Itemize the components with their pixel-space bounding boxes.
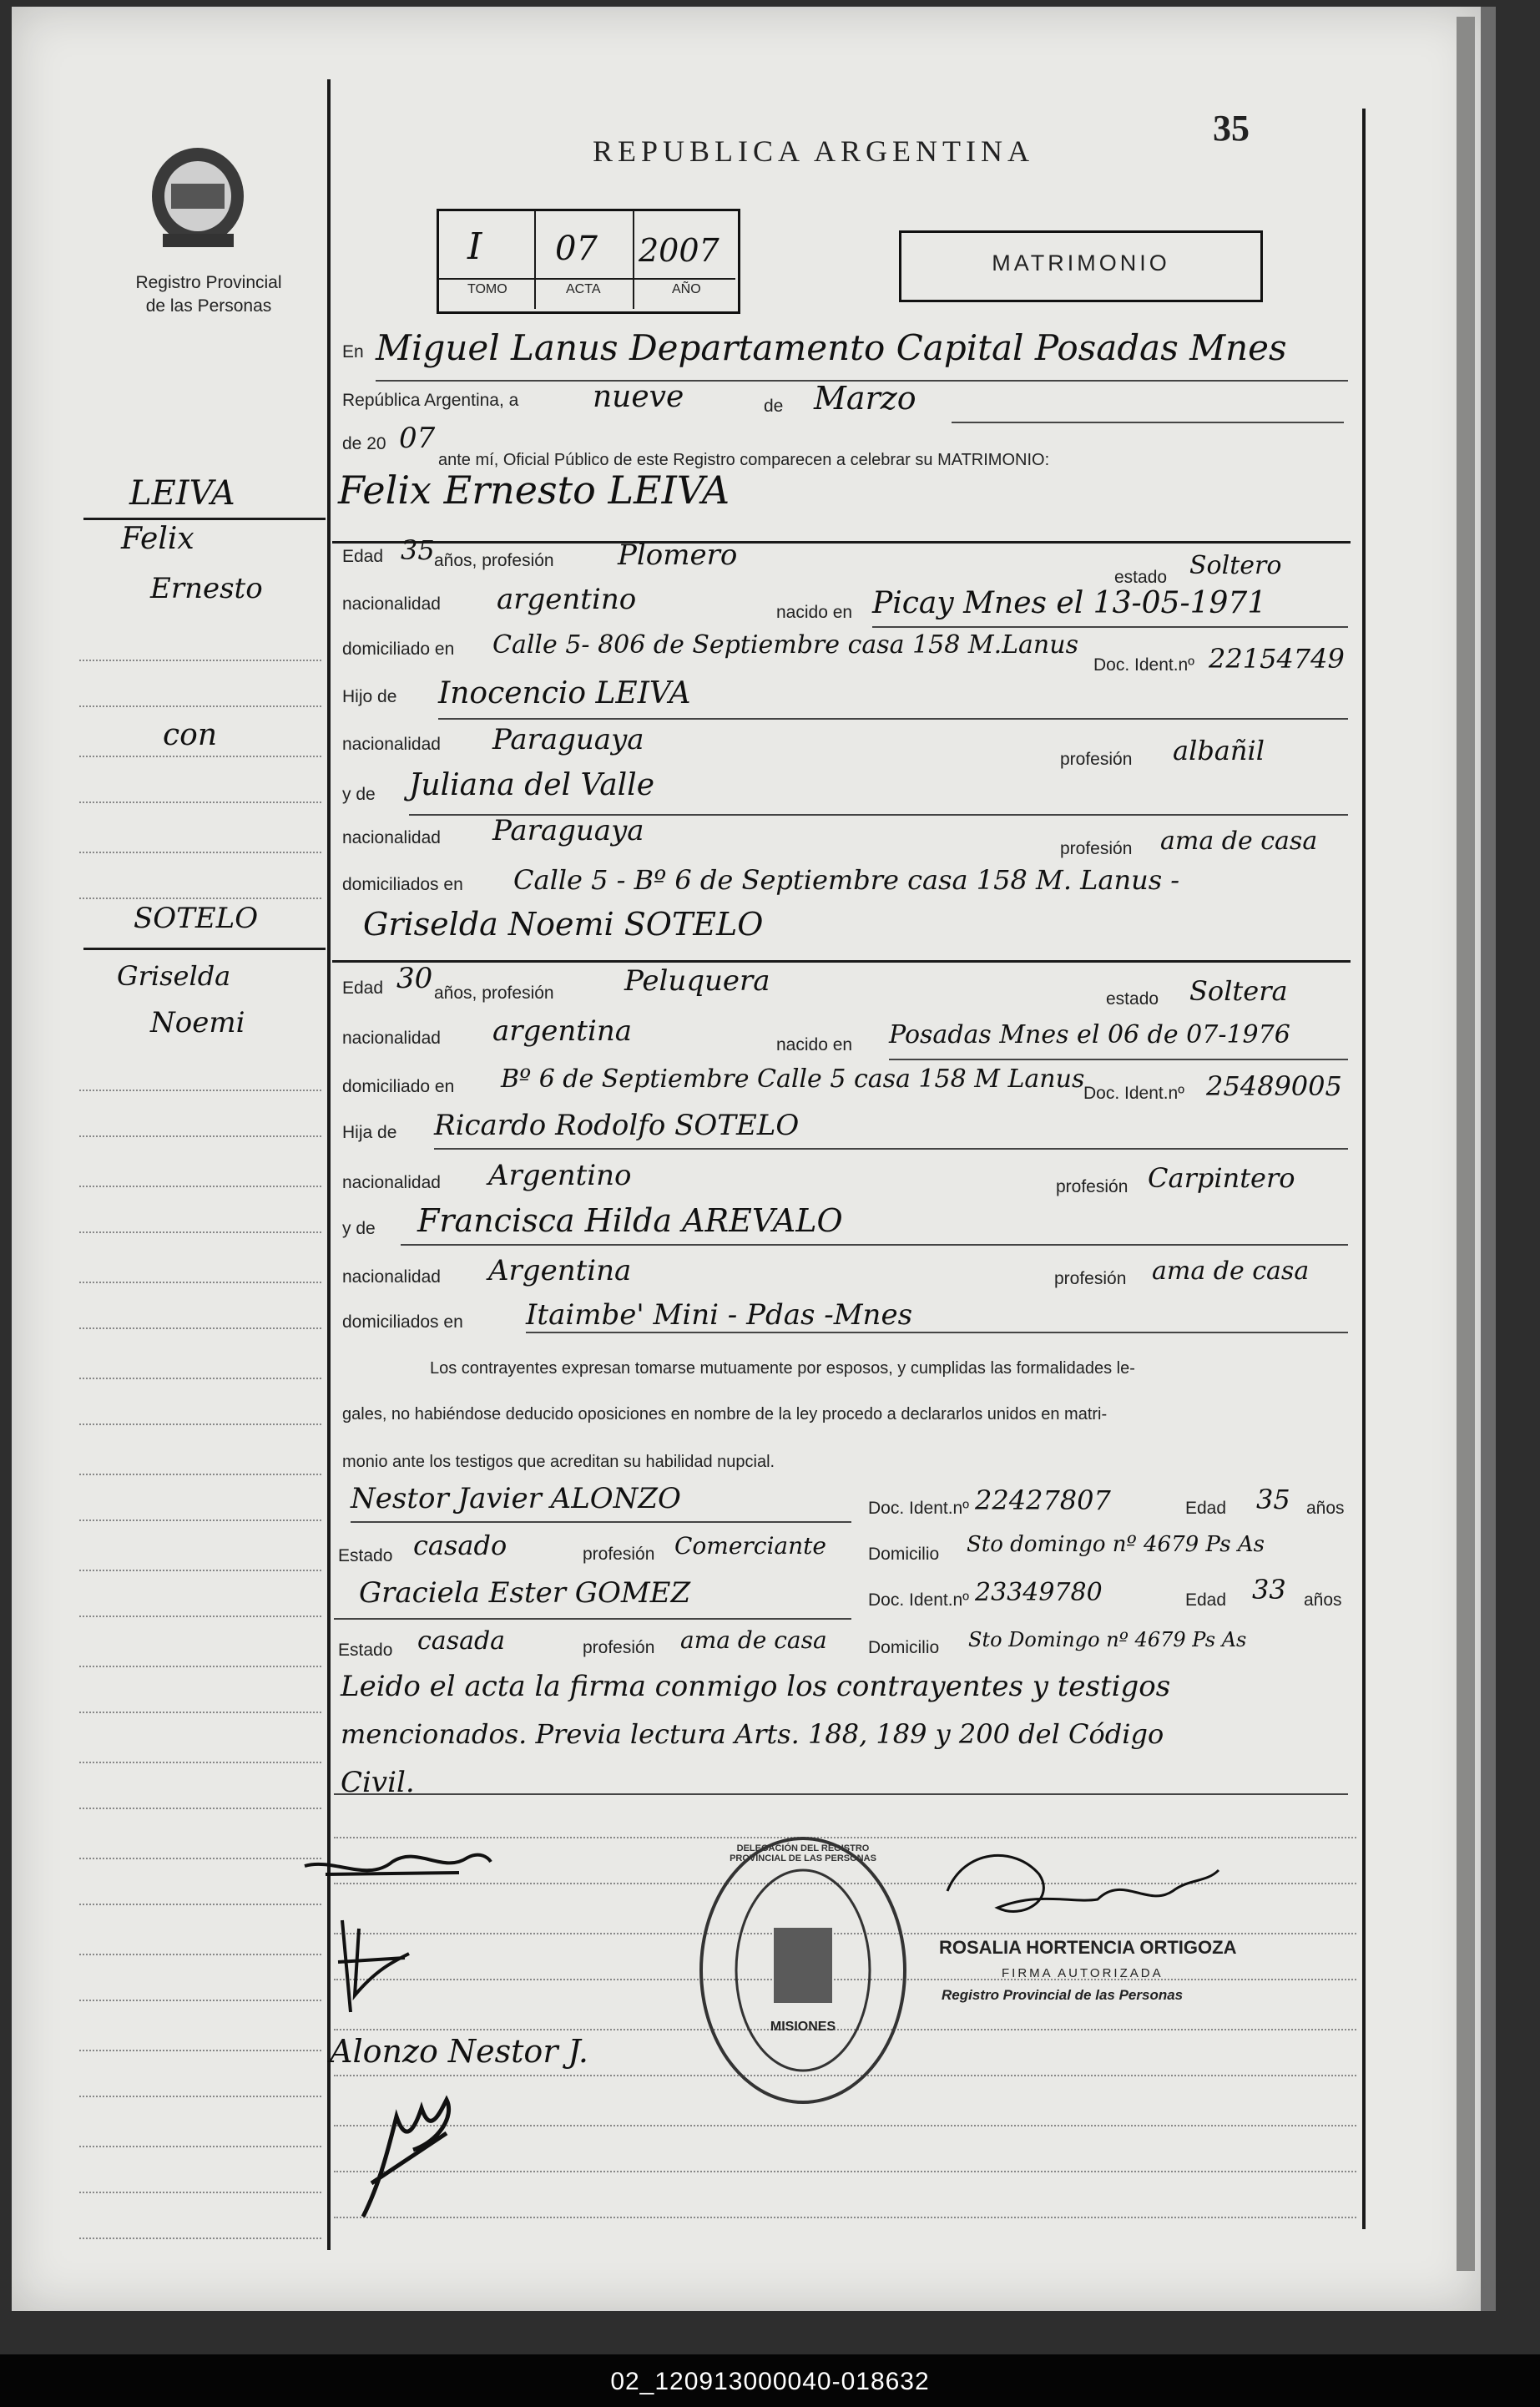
right-margin-line (1362, 109, 1366, 2229)
groom-dni: 22154749 (1209, 643, 1345, 675)
closing-line-2: mencionados. Previa lectura Arts. 188, 189 y 200 del Código (341, 1718, 1164, 1750)
groom-dom-label: domiciliado en (342, 640, 455, 659)
witness1-age: 35 (1256, 1484, 1290, 1515)
tomo-label: TOMO (467, 282, 507, 296)
bride-age: 30 (396, 962, 433, 995)
groom-father-label: Hijo de (342, 687, 397, 706)
bride-edad-label: Edad (342, 978, 384, 998)
groom-mother-nat: Paraguaya (492, 814, 644, 847)
bride-born-label: nacido en (776, 1035, 853, 1054)
witness1-years-label: años (1306, 1499, 1345, 1518)
bride-dom-label: domiciliado en (342, 1077, 455, 1096)
bride-mother: Francisca Hilda AREVALO (417, 1202, 843, 1239)
republica-label: República Argentina, a (342, 391, 519, 410)
witness2-age-label: Edad (1185, 1590, 1227, 1610)
groom-profession: Plomero (618, 539, 738, 572)
groom-full-name: Felix Ernesto LEIVA (338, 468, 730, 513)
groom-father-prof: albañil (1173, 735, 1265, 766)
bride-father: Ricardo Rodolfo SOTELO (434, 1109, 800, 1142)
witness1-dni: 22427807 (975, 1484, 1111, 1516)
bride-prof-label: años, profesión (434, 984, 554, 1003)
bride-father-nat: Argentino (488, 1159, 632, 1192)
groom-age: 35 (401, 534, 435, 566)
bride-mother-nat: Argentina (488, 1254, 632, 1287)
signature-1 (300, 1841, 492, 1891)
bride-mother-label: y de (342, 1219, 376, 1238)
bride-nat-label: nacionalidad (342, 1029, 441, 1048)
groom-father-prof-label: profesión (1060, 750, 1133, 769)
groom-mother-label: y de (342, 785, 376, 804)
groom-mother-prof-label: profesión (1060, 839, 1133, 858)
signatory-role: FIRMA AUTORIZADA (1002, 1966, 1164, 1980)
registry-seal-stamp (699, 1837, 906, 2104)
groom-born-label: nacido en (776, 603, 853, 622)
bride-father-prof-label: profesión (1056, 1177, 1128, 1196)
bride-margin-name2: Noemi (150, 1006, 245, 1039)
bride-parents-address: Itaimbe' Mini - Pdas -Mnes (526, 1298, 913, 1332)
witness1-name: Nestor Javier ALONZO (351, 1482, 681, 1515)
witness1-estado-label: Estado (338, 1546, 393, 1565)
con-label: con (163, 718, 218, 752)
bride-profession: Peluquera (624, 964, 770, 998)
anio-value: 2007 (639, 232, 720, 269)
groom-margin-surname: LEIVA (129, 474, 235, 513)
bride-margin-name1: Griselda (117, 960, 231, 992)
page-number: 35 (1213, 108, 1250, 149)
bride-father-nat-label: nacionalidad (342, 1173, 441, 1192)
bride-estado: Soltera (1189, 975, 1288, 1007)
year-prefix: de 20 (342, 434, 386, 453)
closing-line-3: Civil. (341, 1766, 415, 1799)
day-value: nueve (593, 380, 684, 414)
ante-text: ante mí, Oficial Público de este Registro comparecen a celebrar su MATRIMONIO: (438, 451, 1050, 469)
groom-prof-label: años, profesión (434, 551, 554, 570)
bride-father-label: Hija de (342, 1123, 397, 1142)
witness2-years-label: años (1304, 1590, 1342, 1610)
signature-alonzo: Alonzo Nestor J. (330, 2033, 588, 2070)
signature-4 (346, 2083, 497, 2225)
bride-mother-prof: ama de casa (1152, 1257, 1310, 1286)
month-value: Marzo (814, 380, 916, 417)
year-value: 07 (399, 422, 436, 455)
file-identifier: 02_120913000040-018632 (610, 2368, 930, 2395)
witness1-dom-label: Domicilio (868, 1545, 940, 1564)
groom-mother-prof: ama de casa (1160, 827, 1318, 856)
seal-inner-text: MISIONES (770, 2020, 836, 2034)
signatory-name: ROSALIA HORTENCIA ORTIGOZA (939, 1937, 1237, 1958)
groom-margin-name2: Ernesto (150, 572, 263, 605)
bride-father-prof: Carpintero (1148, 1162, 1295, 1194)
groom-estado-label: estado (1114, 568, 1168, 587)
bride-margin-surname: SOTELO (134, 902, 259, 935)
declaration-line-1: Los contrayentes expresan tomarse mutuamente por esposos, y cumplidas las formalidades le- (430, 1359, 1135, 1378)
bride-address: Bº 6 de Septiembre Calle 5 casa 158 M Lanus (501, 1064, 1085, 1094)
groom-nat-label: nacionalidad (342, 594, 441, 614)
declaration-line-3: monio ante los testigos que acreditan su habilidad nupcial. (342, 1453, 775, 1471)
groom-address: Calle 5- 806 de Septiembre casa 158 M.Lanus (492, 630, 1078, 660)
bride-estado-label: estado (1106, 989, 1159, 1009)
witness2-age: 33 (1252, 1574, 1286, 1606)
groom-father: Inocencio LEIVA (438, 676, 691, 710)
closing-line-1: Leido el acta la firma conmigo los contrayentes y testigos (341, 1670, 1171, 1703)
bride-parents-dom-label: domiciliados en (342, 1312, 463, 1332)
groom-estado: Soltero (1189, 551, 1282, 580)
witness2-estado: casada (417, 1626, 506, 1656)
bride-mother-prof-label: profesión (1054, 1269, 1127, 1288)
bride-nationality: argentina (492, 1014, 633, 1048)
declaration-line-2: gales, no habiéndose deducido oposiciones en nombre de la ley procedo a declararlos unidos en matri- (342, 1405, 1108, 1423)
groom-birth: Picay Mnes el 13-05-1971 (872, 586, 1267, 620)
groom-nationality: argentino (497, 583, 637, 616)
place-value: Miguel Lanus Departamento Capital Posadas Mnes (376, 327, 1287, 368)
en-label: En (342, 342, 364, 362)
witness1-prof-label: profesión (583, 1545, 655, 1564)
witness1-dni-label: Doc. Ident.nº (868, 1499, 969, 1518)
groom-father-nat: Paraguaya (492, 723, 644, 756)
groom-parents-address: Calle 5 - Bº 6 de Septiembre casa 158 M. Lanus - (513, 864, 1180, 896)
signature-2 (326, 1912, 417, 2020)
registry-label: Registro Provincial de las Personas (135, 273, 282, 316)
country-title: REPUBLICA ARGENTINA (593, 134, 1035, 168)
witness2-profession: ama de casa (680, 1626, 827, 1654)
groom-edad-label: Edad (342, 547, 384, 566)
signatory-office: Registro Provincial de las Personas (942, 1987, 1184, 2003)
witness1-estado: casado (413, 1530, 507, 1561)
official-signature (939, 1841, 1223, 1941)
witness2-dom-label: Domicilio (868, 1638, 940, 1657)
groom-mother: Juliana del Valle (409, 768, 654, 802)
de-label: de (764, 397, 784, 416)
acta-value: 07 (555, 230, 598, 268)
witness1-profession: Comerciante (674, 1532, 826, 1560)
witness2-prof-label: profesión (583, 1638, 655, 1657)
seal-outer-text: DELEGACIÓN DEL REGISTRO PROVINCIAL DE LAS PERSONAS (730, 1843, 876, 1863)
bride-full-name: Griselda Noemi SOTELO (363, 906, 764, 943)
groom-father-nat-label: nacionalidad (342, 735, 441, 754)
witness2-dni: 23349780 (975, 1578, 1103, 1607)
bride-dni-label: Doc. Ident.nº (1083, 1084, 1184, 1103)
witness2-estado-label: Estado (338, 1641, 393, 1660)
groom-parents-dom-label: domiciliados en (342, 875, 463, 894)
witness2-name: Graciela Ester GOMEZ (359, 1576, 691, 1610)
tomo-value: I (467, 225, 482, 268)
witness1-age-label: Edad (1185, 1499, 1227, 1518)
groom-margin-name1: Felix (121, 522, 194, 556)
bride-birth: Posadas Mnes el 06 de 07-1976 (889, 1020, 1290, 1049)
anio-label: AÑO (672, 282, 701, 296)
coat-of-arms-emblem (146, 138, 250, 255)
witness1-address: Sto domingo nº 4679 Ps As (967, 1532, 1265, 1557)
matrimonio-label: MATRIMONIO (992, 250, 1170, 276)
groom-dni-label: Doc. Ident.nº (1093, 655, 1194, 675)
groom-mother-nat-label: nacionalidad (342, 828, 441, 847)
bride-dni: 25489005 (1206, 1070, 1342, 1102)
acta-label: ACTA (566, 282, 601, 296)
page-edge (1457, 17, 1475, 2271)
bride-mother-nat-label: nacionalidad (342, 1267, 441, 1287)
witness2-address: Sto Domingo nº 4679 Ps As (968, 1628, 1247, 1651)
witness2-dni-label: Doc. Ident.nº (868, 1590, 969, 1610)
